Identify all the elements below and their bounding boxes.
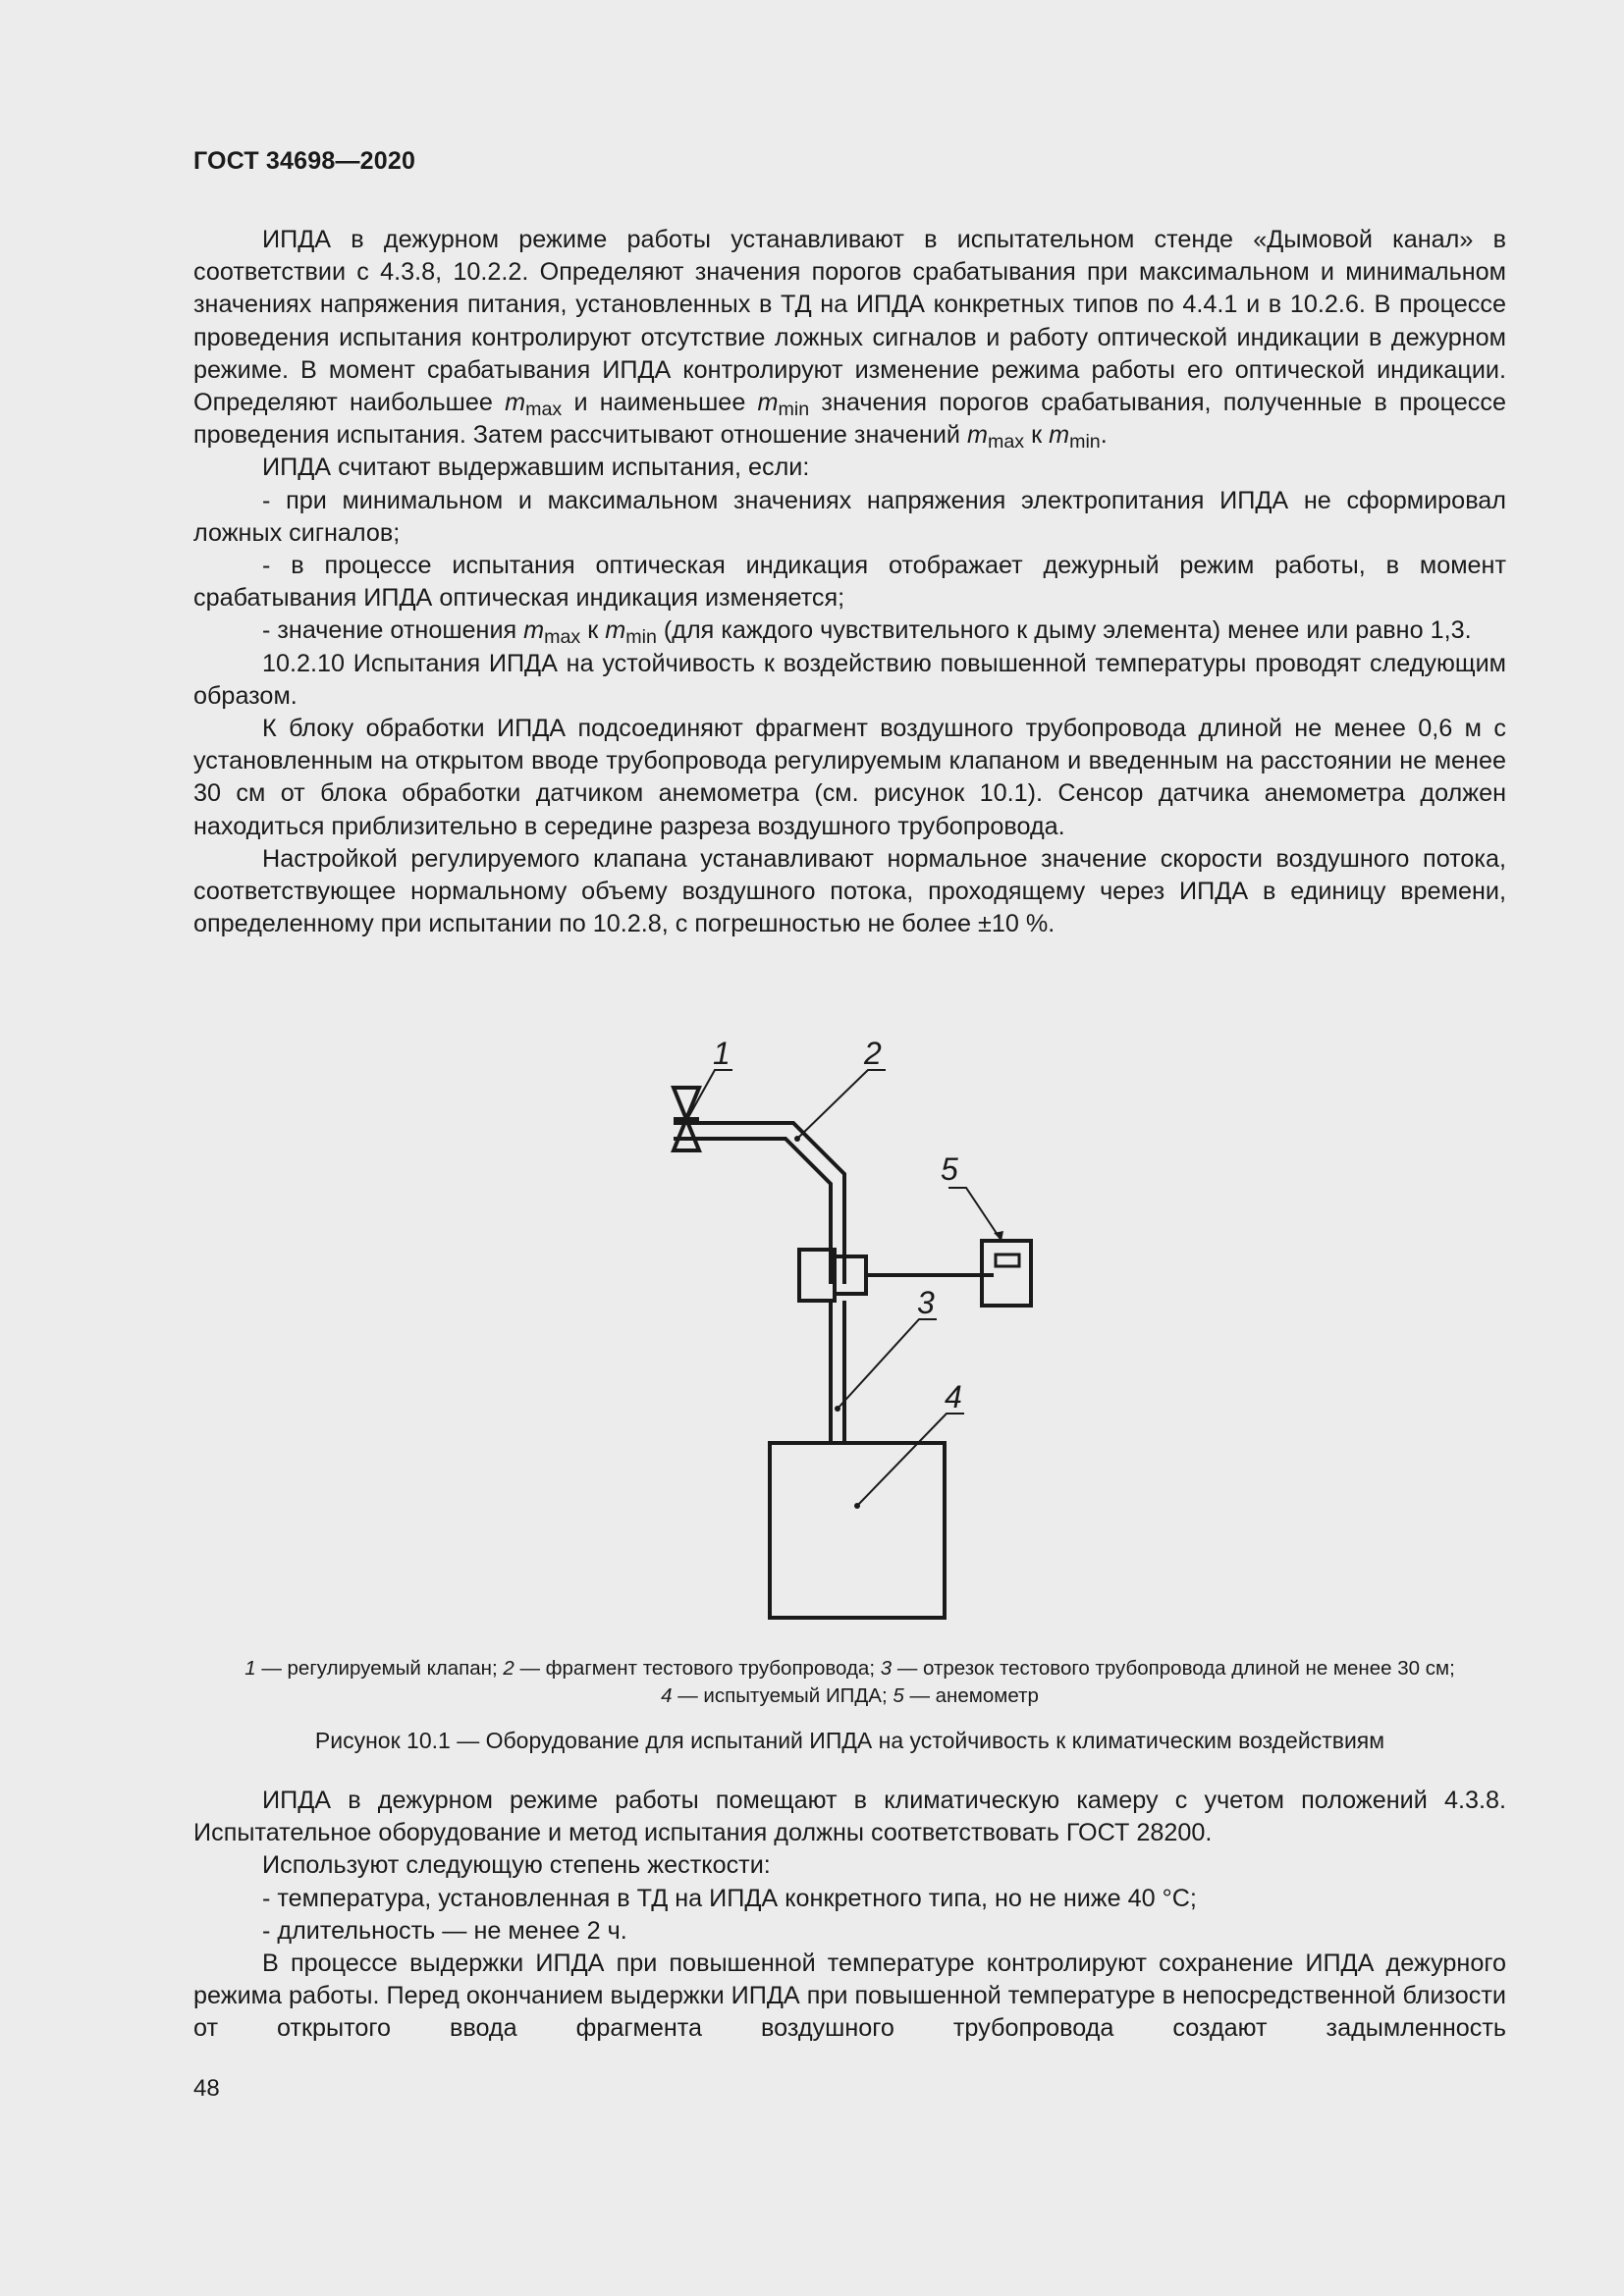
legend-line: 4 — испытуемый ИПДА; 5 — анемометр bbox=[661, 1684, 1039, 1707]
figure-label-2: 2 bbox=[864, 1036, 882, 1071]
list-item: - длительность — не менее 2 ч. bbox=[262, 1916, 627, 1945]
document-header: ГОСТ 34698—2020 bbox=[193, 147, 416, 175]
text-block-bottom bbox=[193, 1785, 1506, 2046]
paragraph-setup: К блоку обработки ИПДА подсоединяют фрагмент воздушного трубопровода длиной не менее 0,6 м с установленным на открытом вводе трубопровода регулируемым клапаном и введенным на расстоянии не менее 30 см от блока обработки датчиком анемометра (см. рисунок 10.1). Сенсор датчика анемометра должен находиться приблизительно в середине разреза воздушного трубопровода. bbox=[193, 715, 1506, 840]
paragraph-severity: Используют следующую степень жесткости: bbox=[262, 1851, 771, 1880]
figure-label-3: 3 bbox=[917, 1285, 935, 1320]
sensor-connector bbox=[835, 1256, 866, 1294]
figure-label-4: 4 bbox=[945, 1379, 962, 1415]
figure-caption: Рисунок 10.1 — Оборудование для испытаний ИПДА на устойчивость к климатическим воздействиям bbox=[314, 1728, 1385, 1753]
paragraph-exposure: В процессе выдержки ИПДА при повышенной температуре контролируют сохранение ИПДА дежурного режима работы. Перед окончанием выдержки ИПДА при повышенной температуре в непосредственной близости от открытого ввода фрагмента воздушного трубопровода создают задымленность bbox=[193, 1949, 1506, 2043]
tested-device-box bbox=[770, 1443, 945, 1618]
leader-2 bbox=[797, 1070, 886, 1139]
leader-1 bbox=[686, 1070, 732, 1121]
list-item: - температура, установленная в ТД на ИПДА конкретного типа, но не ниже 40 °С; bbox=[262, 1884, 1197, 1912]
text-block-top bbox=[193, 224, 1506, 940]
equipment-diagram bbox=[648, 1031, 1060, 1629]
leader-3 bbox=[838, 1319, 937, 1409]
list-item: - при минимальном и максимальном значениях напряжения электропитания ИПДА не сформировал ложных сигналов; bbox=[193, 486, 1506, 547]
page-number: 48 bbox=[193, 2075, 220, 2102]
leader-5 bbox=[948, 1188, 1001, 1241]
leader-dot bbox=[835, 1406, 840, 1412]
paragraph-thresholds: ИПДА в дежурном режиме работы устанавливают в испытательном стенде «Дымовой канал» в соответствии с 4.3.8, 10.2.2. Определяют значения порогов срабатывания при максимальном и минимальном значениях напряжения питания, установленных в ТД на ИПДА конкретных типов по 4.4.1 и в 10.2.6. В процессе проведения испытания контролируют отсутствие ложных сигналов и работу оптической индикации в дежурном режиме. В момент срабатывания ИПДА контролируют изменение режима работы его оптической индикации. Определяют наибольшее $m_{max}$ и наименьшее $m_{min}$ значения порогов срабатывания, полученные в процессе проведения испытания. Затем рассчитывают отношение значений $m_{max}$ к $m_{min}$. bbox=[193, 226, 1506, 454]
anemometer-display bbox=[996, 1255, 1019, 1266]
paragraph-section-10-2-10: 10.2.10 Испытания ИПДА на устойчивость к воздействию повышенной температуры проводят следующим образом. bbox=[193, 649, 1506, 710]
legend-line: 1 — регулируемый клапан; 2 — фрагмент тестового трубопровода; 3 — отрезок тестового трубопровода длиной не менее 30 см; bbox=[244, 1657, 1455, 1680]
paragraph-valve-adjust: Настройкой регулируемого клапана устанавливают нормальное значение скорости воздушного потока, соответствующее нормальному объему воздушного потока, проходящему через ИПДА в единицу времени, определенному при испытании по 10.2.8, с погрешностью не более ±10 %. bbox=[193, 844, 1506, 938]
list-item: - в процессе испытания оптическая индикация отображает дежурный режим работы, в момент срабатывания ИПДА оптическая индикация изменяется; bbox=[193, 552, 1506, 613]
leader-dot bbox=[854, 1503, 860, 1509]
leader-dot bbox=[794, 1136, 800, 1142]
figure-label-5: 5 bbox=[941, 1151, 958, 1187]
pipe-inner-line bbox=[674, 1139, 831, 1284]
paragraph-climate-chamber: ИПДА в дежурном режиме работы помещают в климатическую камеру с учетом положений 4.3.8. Испытательное оборудование и метод испытания должны соответствовать ГОСТ 28200. bbox=[193, 1787, 1506, 1847]
list-item: - значение отношения $m_{max}$ к $m_{min}$ (для каждого чувствительного к дыму элемента) менее или равно 1,3. bbox=[262, 616, 1472, 649]
paragraph-pass-criteria: ИПДА считают выдержавшим испытания, если: bbox=[262, 454, 810, 482]
figure-label-1: 1 bbox=[713, 1036, 731, 1071]
figure-legend bbox=[193, 1655, 1506, 1710]
leader-4 bbox=[857, 1414, 964, 1506]
